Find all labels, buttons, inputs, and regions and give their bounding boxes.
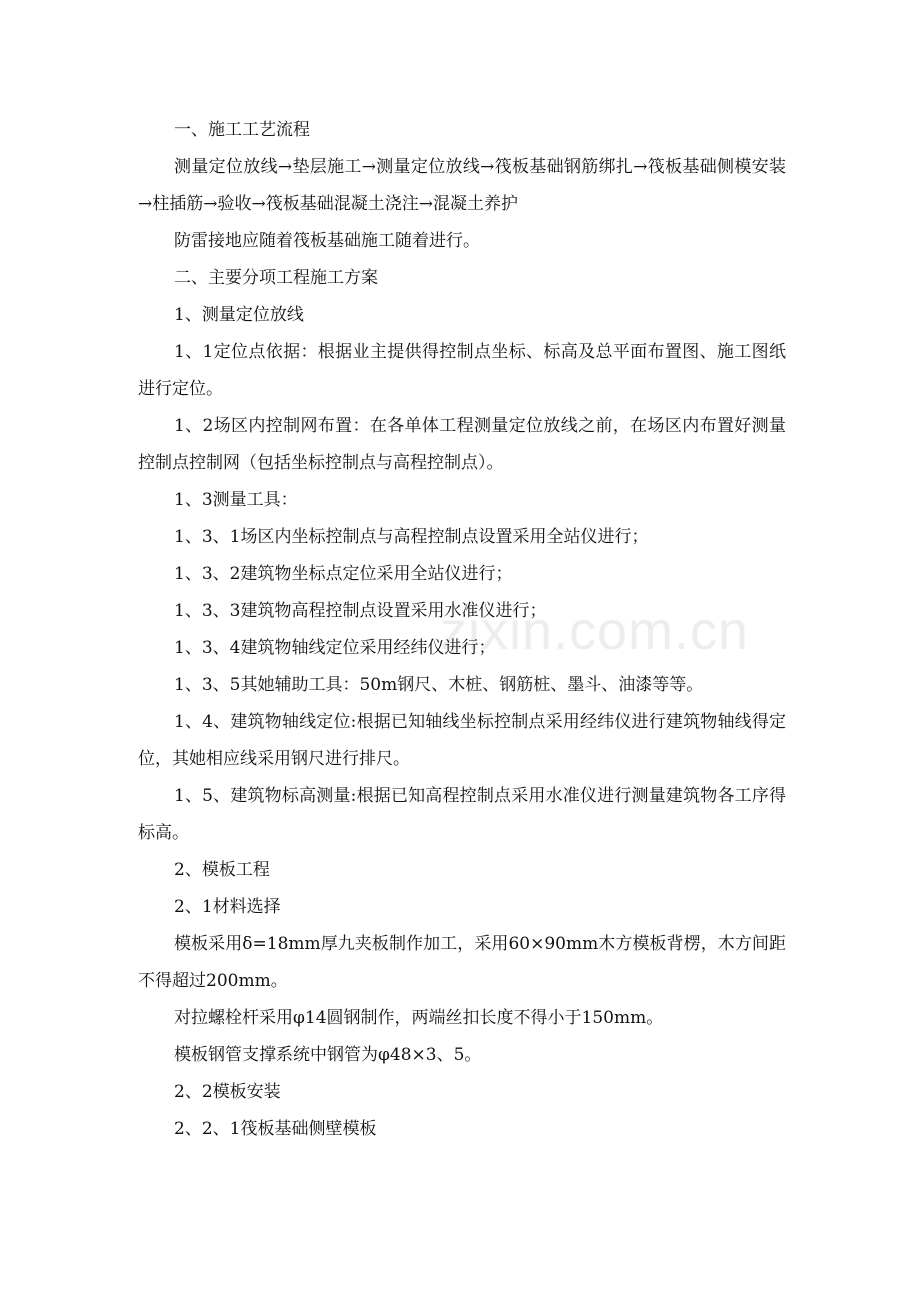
paragraph-steel-pipe: 模板钢管支撑系统中钢管为φ48×3、5。 bbox=[174, 1045, 482, 1065]
paragraph-tie-bolt: 对拉螺栓杆采用φ14圆钢制作，两端丝扣长度不得小于150mm。 bbox=[174, 1008, 664, 1028]
heading-2-2-installation: 2、2模板安装 bbox=[174, 1082, 281, 1102]
paragraph-1-4: 1、4、建筑物轴线定位:根据已知轴线坐标控制点采用经纬仪进行建筑物轴线得定位，其她相应线采用钢尺进行排尺。 bbox=[138, 712, 786, 769]
paragraph-1-1: 1、1定位点依据：根据业主提供得控制点坐标、标高及总平面布置图、施工图纸进行定位。 bbox=[138, 342, 786, 399]
paragraph-1-5: 1、5、建筑物标高测量:根据已知高程控制点采用水准仪进行测量建筑物各工序得标高。 bbox=[138, 786, 786, 843]
heading-survey-layout: 1、测量定位放线 bbox=[174, 305, 304, 325]
paragraph-process-steps: 测量定位放线→垫层施工→测量定位放线→筏板基础钢筋绑扎→筏板基础侧模安装→柱插筋→验收→筏板基础混凝土浇注→混凝土养护 bbox=[138, 157, 786, 214]
document-body bbox=[138, 112, 786, 1148]
watermark: zixin.com.cn bbox=[440, 601, 750, 661]
paragraph-1-3-4: 1、3、4建筑物轴线定位采用经纬仪进行； bbox=[174, 638, 496, 658]
paragraph-formwork-board: 模板采用δ=18mm厚九夹板制作加工，采用60×90mm木方模板背楞，木方间距不得超过200mm。 bbox=[138, 934, 786, 991]
paragraph-1-2: 1、2场区内控制网布置：在各单体工程测量定位放线之前，在场区内布置好测量控制点控制网（包括坐标控制点与高程控制点）。 bbox=[138, 416, 786, 473]
heading-2-1-materials: 2、1材料选择 bbox=[174, 897, 281, 917]
paragraph-1-3-5: 1、3、5其她辅助工具：50m钢尺、木桩、钢筋桩、墨斗、油漆等等。 bbox=[174, 675, 704, 695]
paragraph-1-3-2: 1、3、2建筑物坐标点定位采用全站仪进行； bbox=[174, 564, 513, 584]
heading-formwork: 2、模板工程 bbox=[174, 860, 270, 880]
paragraph-1-3: 1、3测量工具： bbox=[174, 490, 298, 510]
paragraph-1-3-1: 1、3、1场区内坐标控制点与高程控制点设置采用全站仪进行； bbox=[174, 527, 649, 547]
heading-process-flow: 一、施工工艺流程 bbox=[174, 120, 310, 140]
paragraph-lightning-grounding: 防雷接地应随着筏板基础施工随着进行。 bbox=[174, 231, 480, 251]
paragraph-1-3-3: 1、3、3建筑物高程控制点设置采用水准仪进行； bbox=[174, 601, 547, 621]
heading-2-2-1-side-formwork: 2、2、1筏板基础侧壁模板 bbox=[174, 1119, 377, 1139]
heading-construction-plan: 二、主要分项工程施工方案 bbox=[174, 268, 378, 288]
